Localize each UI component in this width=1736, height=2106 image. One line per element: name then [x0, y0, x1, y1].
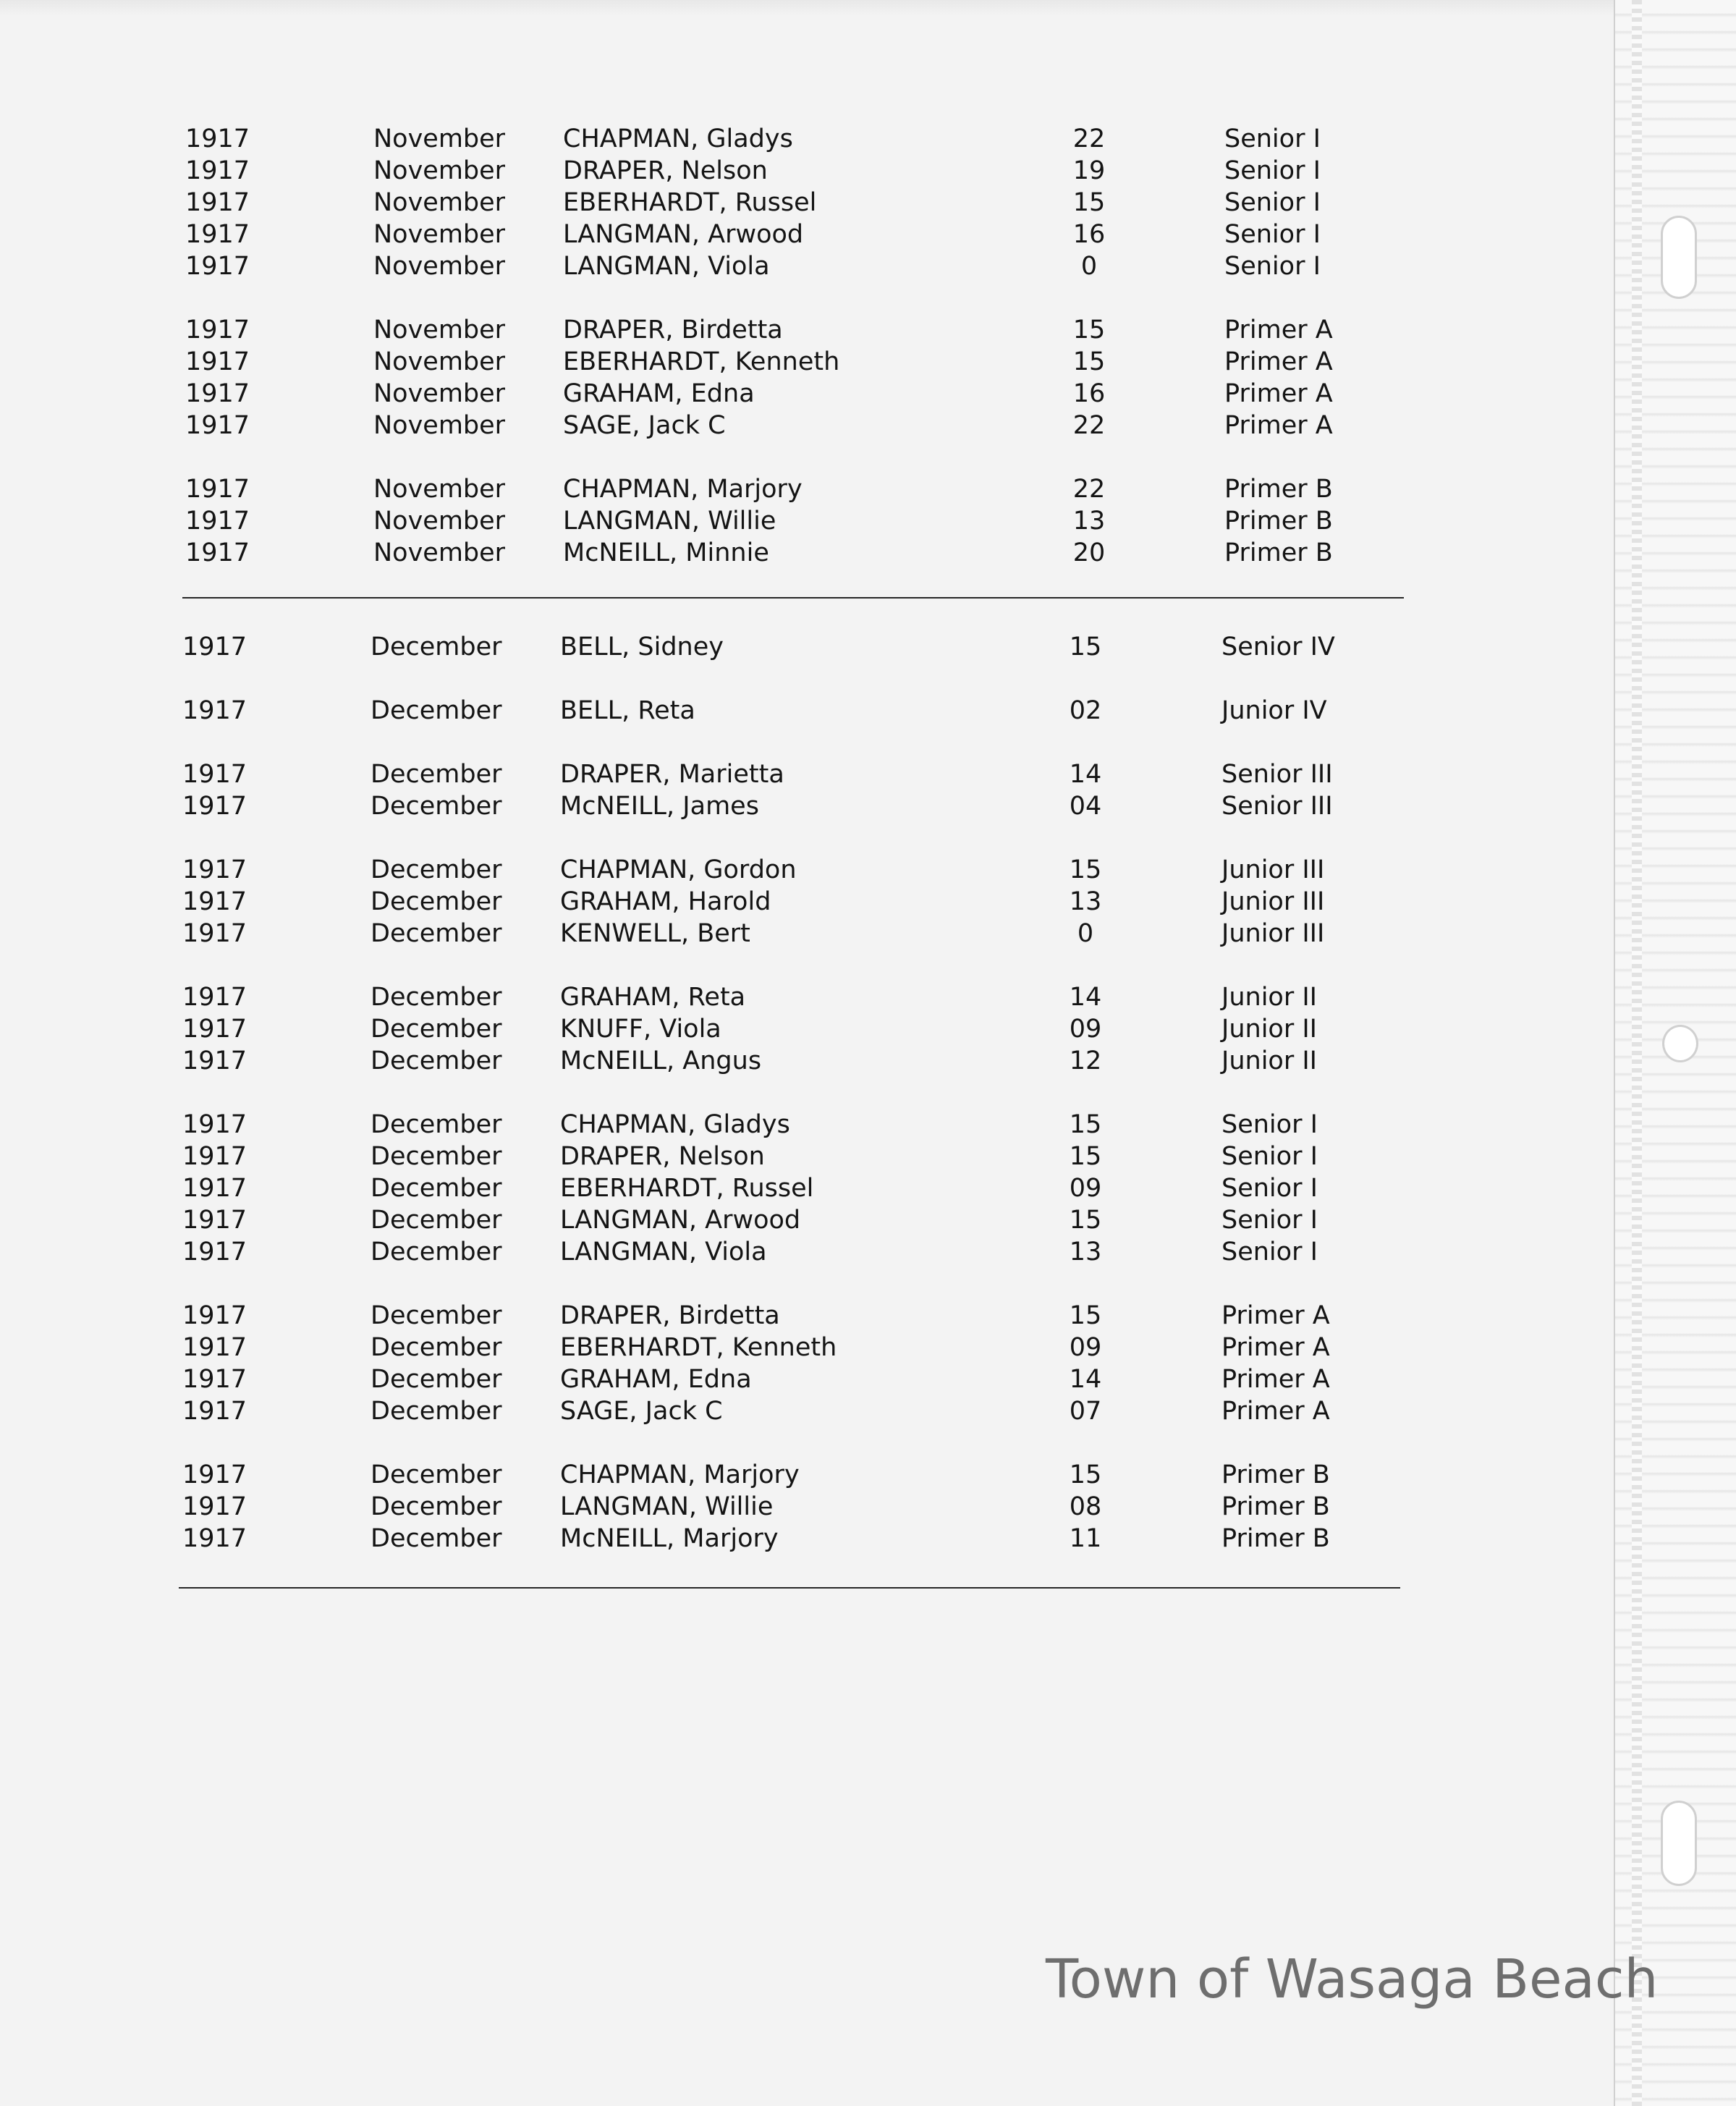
student-name: McNEILL, Angus	[560, 1046, 762, 1075]
student-name: GRAHAM, Harold	[560, 887, 771, 916]
attendance-count: 02	[1069, 696, 1102, 725]
record-year: 1917	[182, 1301, 247, 1330]
record-year: 1917	[182, 1015, 247, 1044]
table-row	[0, 1395, 1614, 1427]
table-row	[0, 758, 1614, 790]
attendance-count: 13	[1069, 887, 1102, 916]
record-month: November	[373, 411, 506, 440]
student-name: DRAPER, Marietta	[560, 760, 784, 789]
student-name: McNEILL, Minnie	[563, 538, 769, 567]
record-year: 1917	[182, 696, 247, 725]
record-month: November	[373, 538, 506, 567]
attendance-count: 16	[1072, 379, 1106, 408]
attendance-count: 15	[1069, 633, 1102, 661]
record-year: 1917	[182, 1238, 247, 1266]
class-group	[0, 1300, 1614, 1427]
student-name: LANGMAN, Arwood	[560, 1206, 801, 1235]
class-level: Junior IV	[1221, 696, 1327, 725]
attendance-count: 04	[1069, 792, 1102, 821]
record-month: November	[373, 347, 506, 376]
attendance-count: 11	[1069, 1524, 1102, 1553]
attendance-count: 09	[1069, 1174, 1102, 1203]
table-row	[0, 1109, 1614, 1141]
record-month: December	[371, 1365, 502, 1394]
class-level: Junior II	[1221, 1046, 1317, 1075]
class-level: Primer A	[1224, 379, 1333, 408]
class-level: Junior III	[1221, 855, 1325, 884]
class-level: Senior I	[1224, 220, 1321, 249]
record-month: December	[371, 983, 502, 1012]
class-level: Senior I	[1224, 124, 1321, 153]
student-name: BELL, Reta	[560, 696, 695, 725]
record-month: December	[371, 760, 502, 789]
table-row	[0, 886, 1614, 918]
record-year: 1917	[182, 1142, 247, 1171]
class-level: Primer B	[1224, 538, 1333, 567]
record-month: December	[371, 1046, 502, 1075]
record-year: 1917	[182, 887, 247, 916]
student-name: BELL, Sidney	[560, 633, 724, 661]
attendance-count: 15	[1072, 347, 1106, 376]
record-month: December	[371, 1015, 502, 1044]
class-level: Primer A	[1221, 1301, 1330, 1330]
table-row	[0, 1172, 1614, 1204]
attendance-count: 09	[1069, 1015, 1102, 1044]
table-row	[0, 410, 1614, 441]
attendance-count: 22	[1072, 475, 1106, 504]
student-name: LANGMAN, Viola	[563, 252, 770, 281]
table-row	[0, 1300, 1614, 1332]
class-level: Senior I	[1221, 1174, 1318, 1203]
table-row	[0, 1363, 1614, 1395]
attendance-count: 14	[1069, 760, 1102, 789]
record-month: November	[373, 124, 506, 153]
student-name: GRAHAM, Edna	[560, 1365, 752, 1394]
student-name: GRAHAM, Reta	[560, 983, 746, 1012]
student-name: CHAPMAN, Gladys	[563, 124, 793, 153]
class-group	[0, 854, 1614, 950]
attendance-count: 15	[1069, 1110, 1102, 1139]
record-year: 1917	[182, 1174, 247, 1203]
record-year: 1917	[185, 347, 250, 376]
record-month: December	[371, 1174, 502, 1203]
class-level: Senior III	[1221, 792, 1333, 821]
student-name: DRAPER, Nelson	[563, 156, 768, 185]
record-month: December	[371, 1492, 502, 1521]
attendance-count: 14	[1069, 983, 1102, 1012]
table-row	[0, 1141, 1614, 1172]
student-name: GRAHAM, Edna	[563, 379, 755, 408]
binder-sleeve-seam	[1632, 0, 1642, 2106]
record-year: 1917	[185, 507, 250, 536]
attendance-count: 08	[1069, 1492, 1102, 1521]
record-month: December	[371, 1238, 502, 1266]
attendance-count: 19	[1072, 156, 1106, 185]
record-year: 1917	[185, 124, 250, 153]
student-name: DRAPER, Nelson	[560, 1142, 765, 1171]
record-year: 1917	[182, 919, 247, 948]
student-name: SAGE, Jack C	[560, 1397, 723, 1426]
record-year: 1917	[185, 220, 250, 249]
student-name: CHAPMAN, Gladys	[560, 1110, 790, 1139]
record-month: November	[373, 507, 506, 536]
record-year: 1917	[182, 983, 247, 1012]
record-month: December	[371, 1397, 502, 1426]
student-name: DRAPER, Birdetta	[560, 1301, 780, 1330]
class-level: Senior I	[1221, 1238, 1318, 1266]
attendance-count: 0	[1080, 252, 1098, 281]
record-month: November	[373, 379, 506, 408]
record-year: 1917	[185, 411, 250, 440]
table-row	[0, 1523, 1614, 1555]
class-level: Junior III	[1221, 887, 1325, 916]
student-name: LANGMAN, Willie	[563, 507, 776, 536]
attendance-count: 15	[1069, 1301, 1102, 1330]
class-level: Senior IV	[1221, 633, 1335, 661]
class-level: Primer B	[1224, 507, 1333, 536]
record-month: November	[373, 475, 506, 504]
class-level: Primer B	[1221, 1460, 1330, 1489]
record-month: November	[373, 156, 506, 185]
attendance-count: 16	[1072, 220, 1106, 249]
attendance-count: 15	[1072, 188, 1106, 217]
binder-hole-middle-icon	[1662, 1025, 1698, 1062]
record-month: November	[373, 252, 506, 281]
student-name: CHAPMAN, Marjory	[563, 475, 803, 504]
class-level: Senior I	[1224, 252, 1321, 281]
record-month: December	[371, 1460, 502, 1489]
attendance-count: 15	[1069, 1206, 1102, 1235]
record-year: 1917	[182, 760, 247, 789]
table-row	[0, 1204, 1614, 1236]
record-month: December	[371, 1301, 502, 1330]
student-name: KENWELL, Bert	[560, 919, 750, 948]
class-level: Primer A	[1221, 1365, 1330, 1394]
class-level: Primer A	[1224, 347, 1333, 376]
record-month: November	[373, 316, 506, 344]
class-group	[0, 695, 1614, 727]
record-month: December	[371, 633, 502, 661]
class-level: Senior I	[1224, 156, 1321, 185]
class-group	[0, 314, 1614, 441]
record-month: December	[371, 792, 502, 821]
student-name: DRAPER, Birdetta	[563, 316, 783, 344]
attendance-count: 13	[1072, 507, 1106, 536]
class-level: Junior III	[1221, 919, 1325, 948]
attendance-count: 22	[1072, 411, 1106, 440]
table-row	[0, 505, 1614, 537]
attendance-count: 20	[1072, 538, 1106, 567]
record-year: 1917	[182, 1046, 247, 1075]
student-name: McNEILL, Marjory	[560, 1524, 779, 1553]
record-month: November	[373, 220, 506, 249]
record-year: 1917	[182, 1110, 247, 1139]
record-year: 1917	[185, 379, 250, 408]
record-month: December	[371, 1206, 502, 1235]
record-month: December	[371, 1110, 502, 1139]
table-row	[0, 346, 1614, 378]
table-row	[0, 1045, 1614, 1077]
record-year: 1917	[182, 1365, 247, 1394]
class-group	[0, 473, 1614, 569]
attendance-count: 15	[1072, 316, 1106, 344]
record-year: 1917	[182, 792, 247, 821]
attendance-count: 13	[1069, 1238, 1102, 1266]
table-row	[0, 250, 1614, 282]
table-row	[0, 1236, 1614, 1268]
table-row	[0, 123, 1614, 155]
record-year: 1917	[182, 1492, 247, 1521]
record-month: December	[371, 919, 502, 948]
table-row	[0, 473, 1614, 505]
class-level: Senior I	[1221, 1206, 1318, 1235]
record-year: 1917	[182, 1397, 247, 1426]
record-year: 1917	[185, 316, 250, 344]
attendance-count: 14	[1069, 1365, 1102, 1394]
class-group	[0, 123, 1614, 282]
table-row	[0, 1013, 1614, 1045]
class-level: Junior II	[1221, 1015, 1317, 1044]
class-level: Primer B	[1221, 1492, 1330, 1521]
record-year: 1917	[185, 538, 250, 567]
table-row	[0, 918, 1614, 950]
table-row	[0, 695, 1614, 727]
table-row	[0, 631, 1614, 663]
student-name: LANGMAN, Willie	[560, 1492, 774, 1521]
table-row	[0, 1491, 1614, 1523]
binder-hole-top-icon	[1661, 216, 1697, 299]
table-row	[0, 187, 1614, 219]
class-level: Junior II	[1221, 983, 1317, 1012]
record-month: December	[371, 1142, 502, 1171]
class-level: Senior I	[1224, 188, 1321, 217]
student-name: McNEILL, James	[560, 792, 759, 821]
student-name: EBERHARDT, Russel	[560, 1174, 814, 1203]
table-row	[0, 378, 1614, 410]
student-name: KNUFF, Viola	[560, 1015, 721, 1044]
attendance-count: 0	[1077, 919, 1094, 948]
record-year: 1917	[185, 188, 250, 217]
table-row	[0, 1459, 1614, 1491]
class-level: Senior I	[1221, 1142, 1318, 1171]
class-level: Primer B	[1221, 1524, 1330, 1553]
attendance-count: 09	[1069, 1333, 1102, 1362]
table-row	[0, 981, 1614, 1013]
record-year: 1917	[182, 1333, 247, 1362]
student-name: CHAPMAN, Gordon	[560, 855, 797, 884]
table-row	[0, 1332, 1614, 1363]
attendance-count: 07	[1069, 1397, 1102, 1426]
attendance-count: 12	[1069, 1046, 1102, 1075]
class-group	[0, 631, 1614, 663]
record-month: December	[371, 887, 502, 916]
section-divider-rule	[179, 1587, 1400, 1589]
record-year: 1917	[185, 252, 250, 281]
class-group	[0, 1459, 1614, 1555]
class-group	[0, 1109, 1614, 1268]
record-month: December	[371, 1524, 502, 1553]
attendance-count: 15	[1069, 1142, 1102, 1171]
class-level: Primer A	[1221, 1333, 1330, 1362]
student-name: CHAPMAN, Marjory	[560, 1460, 800, 1489]
attendance-count: 15	[1069, 1460, 1102, 1489]
table-row	[0, 155, 1614, 187]
student-name: LANGMAN, Arwood	[563, 220, 804, 249]
table-row	[0, 537, 1614, 569]
november-attendance-section	[0, 123, 1614, 569]
record-year: 1917	[185, 156, 250, 185]
attendance-count: 15	[1069, 855, 1102, 884]
class-level: Primer A	[1224, 316, 1333, 344]
class-level: Primer B	[1224, 475, 1333, 504]
table-row	[0, 314, 1614, 346]
december-attendance-section	[0, 631, 1614, 1555]
class-level: Primer A	[1224, 411, 1333, 440]
record-year: 1917	[182, 855, 247, 884]
table-row	[0, 219, 1614, 250]
class-level: Senior III	[1221, 760, 1333, 789]
record-year: 1917	[182, 1524, 247, 1553]
record-month: November	[373, 188, 506, 217]
section-divider-rule	[182, 597, 1404, 599]
record-month: December	[371, 696, 502, 725]
student-name: EBERHARDT, Russel	[563, 188, 817, 217]
class-level: Primer A	[1221, 1397, 1330, 1426]
class-group	[0, 981, 1614, 1077]
class-group	[0, 758, 1614, 822]
record-year: 1917	[185, 475, 250, 504]
class-level: Senior I	[1221, 1110, 1318, 1139]
record-month: December	[371, 1333, 502, 1362]
table-row	[0, 854, 1614, 886]
attendance-count: 22	[1072, 124, 1106, 153]
table-row	[0, 790, 1614, 822]
student-name: EBERHARDT, Kenneth	[563, 347, 840, 376]
record-year: 1917	[182, 1206, 247, 1235]
student-name: LANGMAN, Viola	[560, 1238, 767, 1266]
student-name: SAGE, Jack C	[563, 411, 726, 440]
record-year: 1917	[182, 1460, 247, 1489]
record-month: December	[371, 855, 502, 884]
town-of-wasaga-beach-watermark: Town of Wasaga Beach	[1046, 1948, 1659, 2010]
record-year: 1917	[182, 633, 247, 661]
binder-hole-bottom-icon	[1661, 1801, 1697, 1886]
student-name: EBERHARDT, Kenneth	[560, 1333, 837, 1362]
